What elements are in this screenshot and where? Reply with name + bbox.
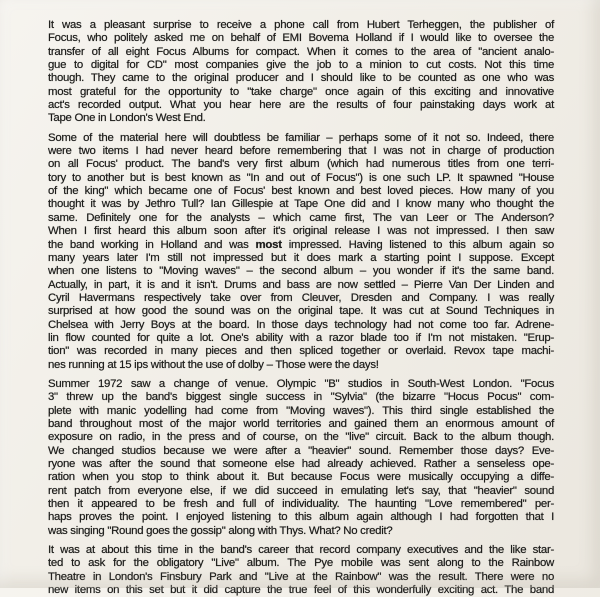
- text-line: ration when you stop to think about it. But because Focus were musically occupying a diffe-: [48, 471, 554, 484]
- text-line: exposure on radio, in the press and of course, on the "live" circuit. Back to the album though.: [48, 431, 554, 444]
- text-line: haps proves the point. I enjoyed listening to this album again although I had forgotten that I: [48, 511, 554, 524]
- text-line: nes running at 15 ips without the use of dolby – Those were the days!: [48, 358, 379, 371]
- text-line: surprised at how good the sound was on the original tape. It was cut at Sound Techniques in: [48, 305, 554, 318]
- text-line: when one listens to "Moving waves" – the second album – you wonder if it's the same band.: [48, 265, 554, 278]
- text-line: of the king" which became one of Focus' best known and best loved pieces. How many of you: [48, 185, 554, 198]
- text-line: same. Definitely one for the analysts – which came first, The van Leer or The Anderson?: [48, 211, 554, 224]
- text-line: Summer 1972 saw a change of venue. Olympic "B" studios in South-West London. "Focus: [48, 377, 554, 390]
- text-line: When I first heard this album soon after it's original release I was not impressed. I then saw: [48, 225, 554, 238]
- text-line: It was a pleasant surprise to receive a phone call from Hubert Terheggen, the publisher of: [48, 19, 554, 31]
- text-line: though. They came to the original producer and I should like to be counted as one who was: [48, 72, 554, 85]
- text-line: ted to ask for the obligatory "Live" album. The Pye mobile was sent along to the Rainbow: [48, 557, 554, 570]
- text-line: new items on this set but it did capture the true feel of this wonderfully exciting act. The band: [48, 584, 554, 597]
- paragraph-focus-3: [48, 378, 554, 538]
- text-line: Focus, who politely asked me on behalf of EMI Bovema Holland if I would like to oversee the: [48, 32, 554, 45]
- text-line: 3" threw up the band's biggest single success in "Sylvia" (the bizarre "Hocus Pocus" com-: [48, 391, 554, 404]
- text-line: Cyril Havermans respectively take over from Cleuver, Dresden and Company. I was really: [48, 291, 554, 304]
- text-line: We changed studios because we were after a "heavier" sound. Remember those days? Eve-: [48, 444, 554, 457]
- text-line: the band working in Holland and was most impressed. Having listened to this album again so: [48, 238, 554, 251]
- text-line: most grateful for the opportunity to "take charge" once again of this exciting and innovative: [48, 85, 554, 98]
- text-line: Chelsea with Jerry Boys at the board. In those days technology had not come too far. Adrene-: [48, 318, 554, 331]
- text-line: gue to digital for CD" most companies give the job to a minion to cut costs. Not this time: [48, 59, 554, 72]
- text-line: It was at about this time in the band's career that record company executives and the like star-: [48, 544, 554, 557]
- text-line: band throughout most of the major world territories and gained them an enormous amount of: [48, 417, 554, 430]
- liner-notes-text: [48, 19, 554, 597]
- text-line: Some of the material here will doubtless be familiar – perhaps some of it not so. Indeed, there: [48, 131, 554, 144]
- text-line: Actually, in part, it is and it isn't. Drums and bass are now settled – Pierre Van Der Linden and: [48, 278, 554, 291]
- text-line: ryone was after the sound that someone else had already achieved. Rather a senseless ope-: [48, 458, 554, 470]
- paragraph-in-and-out-of-focus: [48, 132, 554, 372]
- paragraph-live-at-the-rainbow: [48, 544, 554, 597]
- text-line: Tape One in London's West End.: [48, 112, 206, 125]
- text-line: plete with manic yodelling had come from "Moving waves"). This third single established the: [48, 404, 554, 417]
- text-line: many years later I'm still not impressed but it does mark a starting point I suppose. Except: [48, 251, 554, 264]
- text-line: tion" was recorded in many pieces and then spliced together or overlaid. Revox tape machi-: [48, 345, 554, 358]
- text-line: Theatre in London's Finsbury Park and "Live at the Rainbow" was the result. There were no: [48, 570, 554, 583]
- text-line: then it appeared to be fresh and full of individuality. The haunting "Love remembered" per-: [48, 498, 554, 511]
- paragraph-cd-transfer-intro: [48, 19, 554, 126]
- text-line: were two items I had never heard before remembering that I was not in charge of production: [48, 145, 554, 158]
- text-line: lin flow counted for quite a lot. One's ability with a razor blade too if I'm not mistaken. "Erup-: [48, 331, 554, 344]
- text-line: act's recorded output. What you hear here are the results of four painstaking days work at: [48, 99, 554, 112]
- text-line: thought it was by Jethro Tull? Ian Gillespie at Tape One did and I know many who thought the: [48, 198, 554, 211]
- text-line: on all Focus' product. The band's very first album (which had numerous titles from one terri-: [48, 158, 554, 171]
- text-line: tory to another but is best known as "In and out of Focus") is one such LP. It spawned "House: [48, 171, 554, 184]
- text-line: rent patch from everyone else, if we did succeed in emulating let's say, that "heavier" sound: [48, 484, 554, 497]
- text-line: was singing "Round goes the gossip" along with Thys. What? No credit?: [48, 524, 393, 537]
- text-line: transfer of all eight Focus Albums for compact. When it comes to the area of "ancient analo-: [48, 45, 554, 58]
